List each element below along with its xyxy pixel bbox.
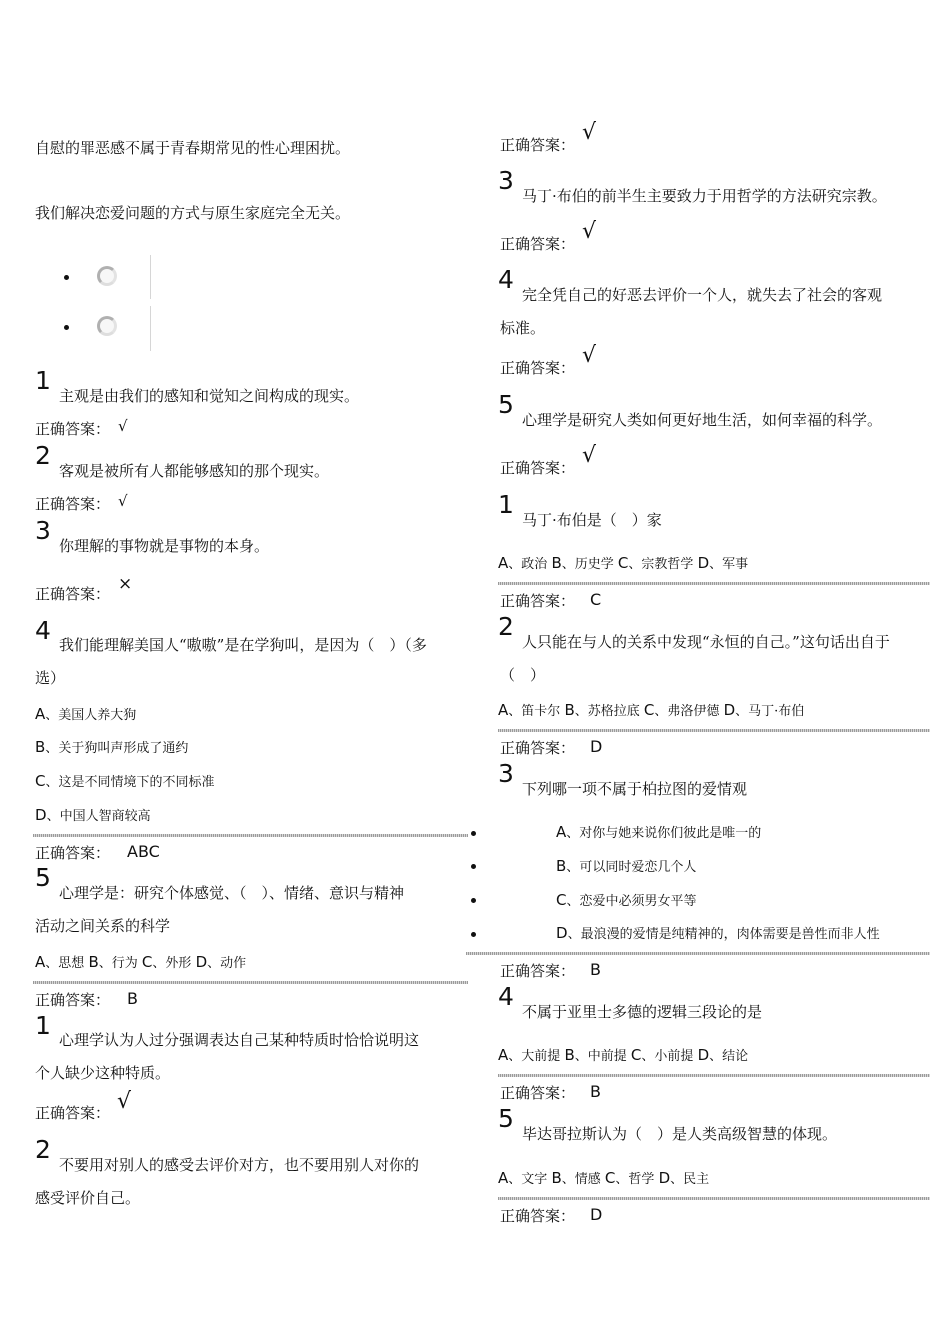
- question-number: 5: [498, 1104, 514, 1133]
- answer-value: ABC: [127, 842, 160, 861]
- option-text: 关于狗叫声形成了通约: [58, 741, 189, 756]
- option-letter: A: [498, 1046, 509, 1064]
- option-text: 可以同时爱恋几个人: [579, 860, 697, 875]
- option-text: 对你与她来说你们彼此是唯一的: [579, 826, 762, 841]
- answer-label: 正确答案：: [500, 1084, 576, 1102]
- option-row: A、笛卡尔 B、苏格拉底 C、弗洛伊德 D、马丁·布伯: [498, 701, 805, 719]
- option-letter: B: [564, 701, 575, 719]
- option-letter: D: [697, 1046, 710, 1064]
- list-bullet: [471, 932, 476, 937]
- list-bullet: [471, 864, 476, 869]
- question-number: 1: [498, 490, 514, 519]
- option-text[interactable]: 历史学: [574, 557, 614, 572]
- option-letter: B: [556, 857, 567, 875]
- list-bullet: [64, 275, 69, 280]
- question-text: 下列哪一项不属于柏拉图的爱情观: [522, 780, 748, 798]
- divider: [466, 952, 930, 955]
- option-text[interactable]: 中前提: [587, 1049, 627, 1064]
- question-number: 4: [498, 982, 514, 1011]
- option-c[interactable]: C、这是不同情境下的不同标准: [35, 772, 215, 790]
- answer-value: B: [590, 1082, 601, 1101]
- option-row: A、大前提 B、中前提 C、小前提 D、结论: [498, 1046, 749, 1064]
- question-text: 毕达哥拉斯认为（ ）是人类高级智慧的体现。: [522, 1125, 838, 1143]
- question-text: （ ）: [500, 666, 546, 684]
- false-radio-button[interactable]: [97, 316, 117, 336]
- option-row: A、文字 B、情感 C、哲学 D、民主: [498, 1169, 710, 1187]
- question-text: 不要用对别人的感受去评价对方，也不要用别人对你的: [59, 1156, 420, 1174]
- option-letter: A: [498, 701, 509, 719]
- option-text[interactable]: 军事: [722, 557, 749, 572]
- option-text[interactable]: 马丁·布伯: [748, 704, 805, 719]
- option-text[interactable]: 政治: [521, 557, 548, 572]
- option-letter: C: [35, 772, 46, 790]
- statement-text: 我们解决恋爱问题的方式与原生家庭完全无关。: [35, 204, 351, 222]
- divider: [498, 729, 930, 732]
- option-letter: C: [556, 891, 567, 909]
- answer-label: 正确答案：: [500, 359, 576, 377]
- answer-mark: √: [118, 417, 128, 435]
- option-text: 中国人智商较高: [59, 809, 151, 824]
- option-letter: D: [35, 806, 47, 824]
- question-number: 4: [35, 616, 51, 645]
- divider: [33, 834, 468, 837]
- answer-label: 正确答案：: [35, 495, 111, 513]
- option-letter: B: [88, 953, 99, 971]
- question-number: 1: [35, 366, 51, 395]
- question-number: 3: [35, 516, 51, 545]
- divider: [498, 1074, 930, 1077]
- answer-label: 正确答案：: [35, 585, 111, 603]
- question-number: 2: [35, 1135, 51, 1164]
- answer-label: 正确答案：: [35, 991, 111, 1009]
- option-b[interactable]: B、关于狗叫声形成了通约: [35, 738, 189, 756]
- option-letter: B: [551, 554, 562, 572]
- option-text: 最浪漫的爱情是纯精神的，肉体需要是兽性而非人性: [580, 927, 880, 942]
- option-c[interactable]: C、恋爱中必须男女平等: [556, 891, 697, 909]
- option-text: 美国人养大狗: [58, 708, 137, 723]
- option-text[interactable]: 大前提: [521, 1049, 561, 1064]
- answer-label: 正确答案：: [500, 739, 576, 757]
- question-number: 5: [498, 390, 514, 419]
- option-letter: C: [643, 701, 655, 719]
- option-text: 恋爱中必须男女平等: [579, 894, 697, 909]
- option-text[interactable]: 小前提: [654, 1049, 694, 1064]
- option-a[interactable]: A、美国人养大狗: [35, 705, 137, 723]
- question-number: 2: [498, 612, 514, 641]
- question-number: 1: [35, 1011, 51, 1040]
- option-row: A、政治 B、历史学 C、宗教哲学 D、军事: [498, 554, 749, 572]
- question-text: 马丁·布伯是（ ）家: [522, 511, 662, 529]
- answer-mark: ×: [118, 574, 133, 594]
- option-letter: D: [195, 953, 208, 971]
- option-letter: A: [498, 1169, 509, 1187]
- option-d[interactable]: D、中国人智商较高: [35, 806, 151, 824]
- question-text: 活动之间关系的科学: [35, 917, 171, 935]
- answer-mark: √: [118, 492, 128, 510]
- option-letter: D: [556, 924, 568, 942]
- answer-label: 正确答案：: [500, 136, 576, 154]
- answer-value: D: [590, 1205, 603, 1224]
- question-text: 个人缺少这种特质。: [35, 1064, 171, 1082]
- question-text: 心理学认为人过分强调表达自己某种特质时恰恰说明这: [59, 1031, 420, 1049]
- question-number: 2: [35, 441, 51, 470]
- question-text: 心理学是研究人类如何更好地生活，如何幸福的科学。: [522, 411, 883, 429]
- question-text: 主观是由我们的感知和觉知之间构成的现实。: [59, 387, 360, 405]
- question-text: 人只能在与人的关系中发现“永恒的自己。”这句话出自于: [522, 633, 890, 651]
- option-letter: A: [35, 705, 46, 723]
- option-letter: B: [35, 738, 46, 756]
- answer-value: B: [127, 989, 138, 1008]
- answer-label: 正确答案：: [35, 844, 111, 862]
- question-text: 马丁·布伯的前半生主要致力于用哲学的方法研究宗教。: [522, 187, 887, 205]
- question-text: 心理学是：研究个体感觉、（ ）、情绪、意识与精神: [59, 884, 405, 902]
- answer-value: B: [590, 960, 601, 979]
- question-text: 完全凭自己的好恶去评价一个人，就失去了社会的客观: [522, 286, 883, 304]
- divider: [150, 306, 151, 351]
- question-text: 选）: [35, 669, 66, 687]
- option-letter: C: [141, 953, 153, 971]
- question-text: 客观是被所有人都能够感知的那个现实。: [59, 462, 330, 480]
- answer-mark: √: [582, 219, 597, 244]
- option-text[interactable]: 结论: [722, 1049, 749, 1064]
- question-number: 3: [498, 759, 514, 788]
- divider: [498, 1197, 930, 1200]
- option-text[interactable]: 哲学: [628, 1172, 655, 1187]
- option-row: A、思想 B、行为 C、外形 D、动作: [35, 953, 247, 971]
- option-letter: B: [564, 1046, 575, 1064]
- question-text: 标准。: [500, 319, 546, 337]
- question-number: 5: [35, 863, 51, 892]
- answer-value: C: [590, 590, 602, 609]
- option-letter: C: [617, 554, 629, 572]
- option-text[interactable]: 笛卡尔: [521, 704, 561, 719]
- list-bullet: [64, 325, 69, 330]
- answer-mark: √: [117, 1089, 132, 1114]
- option-text[interactable]: 情感: [574, 1172, 601, 1187]
- question-number: 3: [498, 166, 514, 195]
- answer-mark: √: [582, 443, 597, 468]
- option-text[interactable]: 思想: [58, 956, 85, 971]
- question-text: 我们能理解美国人“嗷嗷”是在学狗叫，是因为（ ）（多: [59, 636, 427, 654]
- question-number: 4: [498, 265, 514, 294]
- option-letter: A: [556, 823, 567, 841]
- statement-text: 自慰的罪恶感不属于青春期常见的性心理困扰。: [35, 139, 351, 157]
- option-letter: A: [498, 554, 509, 572]
- true-radio-button[interactable]: [97, 266, 117, 286]
- divider: [33, 981, 468, 984]
- answer-label: 正确答案：: [500, 1207, 576, 1225]
- option-text[interactable]: 动作: [220, 956, 247, 971]
- answer-label: 正确答案：: [35, 1104, 111, 1122]
- option-letter: C: [604, 1169, 616, 1187]
- option-letter: D: [723, 701, 736, 719]
- answer-label: 正确答案：: [500, 235, 576, 253]
- option-text[interactable]: 宗教哲学: [641, 557, 694, 572]
- option-letter: D: [697, 554, 710, 572]
- option-letter: A: [35, 953, 46, 971]
- answer-label: 正确答案：: [500, 459, 576, 477]
- option-text: 这是不同情境下的不同标准: [58, 775, 215, 790]
- option-letter: D: [658, 1169, 671, 1187]
- divider: [150, 255, 151, 299]
- answer-label: 正确答案：: [500, 962, 576, 980]
- answer-mark: √: [582, 343, 597, 368]
- option-text[interactable]: 苏格拉底: [587, 704, 640, 719]
- option-text[interactable]: 民主: [683, 1172, 710, 1187]
- question-text: 感受评价自己。: [35, 1189, 141, 1207]
- option-d[interactable]: D、最浪漫的爱情是纯精神的，肉体需要是兽性而非人性: [556, 924, 880, 942]
- answer-label: 正确答案：: [35, 420, 111, 438]
- answer-mark: √: [582, 120, 597, 145]
- option-a[interactable]: A、对你与她来说你们彼此是唯一的: [556, 823, 762, 841]
- option-text[interactable]: 文字: [521, 1172, 548, 1187]
- option-text[interactable]: 弗洛伊德: [667, 704, 720, 719]
- option-text[interactable]: 外形: [165, 956, 192, 971]
- question-text: 不属于亚里士多德的逻辑三段论的是: [522, 1003, 763, 1021]
- divider: [498, 582, 930, 585]
- answer-label: 正确答案：: [500, 592, 576, 610]
- question-text: 你理解的事物就是事物的本身。: [59, 537, 270, 555]
- option-letter: B: [551, 1169, 562, 1187]
- option-text[interactable]: 行为: [111, 956, 138, 971]
- option-b[interactable]: B、可以同时爱恋几个人: [556, 857, 697, 875]
- option-letter: C: [630, 1046, 642, 1064]
- list-bullet: [471, 898, 476, 903]
- answer-value: D: [590, 737, 603, 756]
- list-bullet: [471, 831, 476, 836]
